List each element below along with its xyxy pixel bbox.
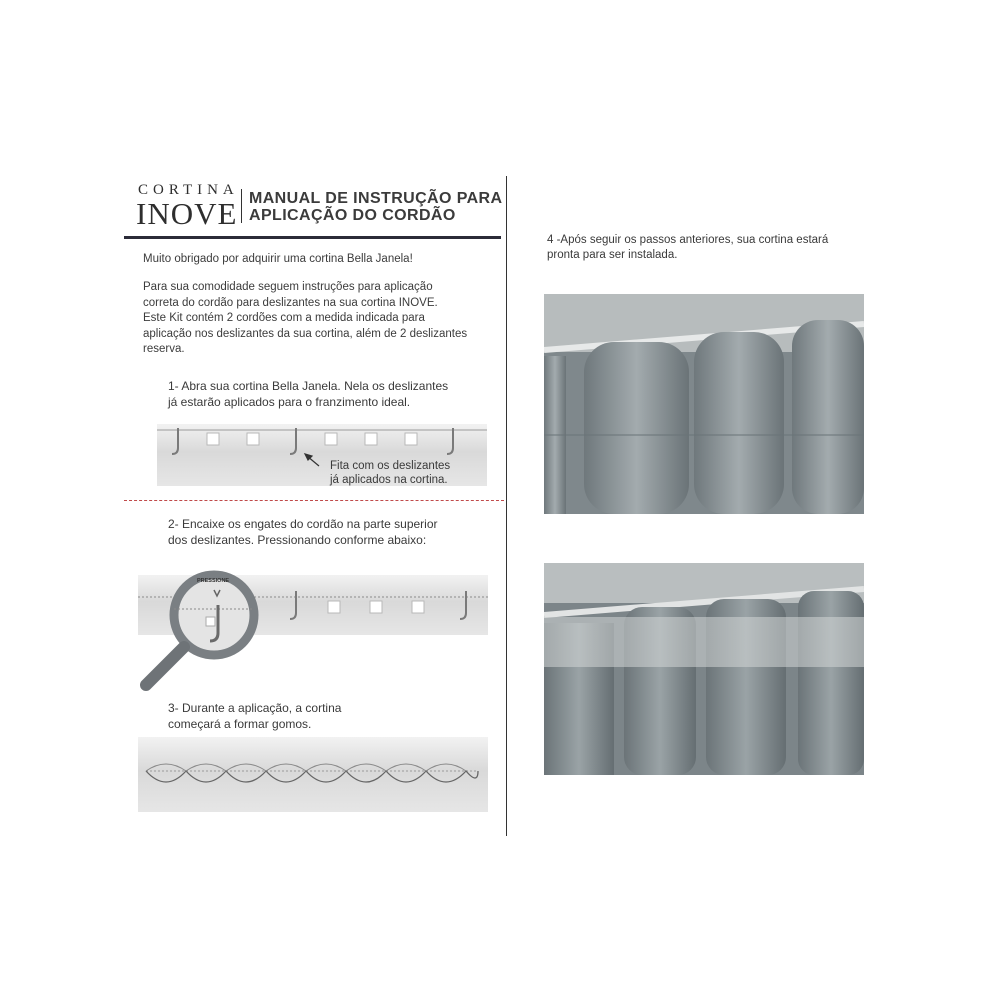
step4-text bbox=[547, 233, 828, 263]
step1-note bbox=[330, 459, 450, 487]
curtain-photo-front bbox=[544, 294, 864, 514]
intro-line: Para sua comodidade seguem instruções para aplicação bbox=[143, 281, 433, 293]
step3-line: 3- Durante a aplicação, a cortina bbox=[168, 701, 342, 715]
curtain-front-svg bbox=[544, 294, 864, 514]
step2-text bbox=[168, 516, 438, 548]
step3-tape-illustration bbox=[138, 737, 488, 812]
manual-title-line2: APLICAÇÃO DO CORDÃO bbox=[249, 207, 456, 224]
step1-note-line: Fita com os deslizantes bbox=[330, 460, 451, 472]
intro-paragraph bbox=[143, 280, 503, 358]
step4-line: 4 -Após seguir os passos anteriores, sua cortina estará bbox=[547, 234, 829, 246]
manual-title-line1: MANUAL DE INSTRUÇÃO PARA bbox=[249, 190, 503, 207]
step2-line: 2- Encaixe os engates do cordão na parte superior bbox=[168, 517, 438, 531]
brand-separator bbox=[241, 189, 242, 223]
section-divider bbox=[124, 500, 504, 501]
arrow-icon bbox=[305, 454, 319, 466]
step1-line: 1- Abra sua cortina Bella Janela. Nela os deslizantes bbox=[168, 379, 449, 393]
intro-line: reserva. bbox=[143, 343, 185, 355]
magnifier-icon bbox=[132, 565, 262, 695]
curtain-photo-back bbox=[544, 563, 864, 775]
header-rule bbox=[124, 236, 501, 239]
step3-waves-svg bbox=[138, 737, 488, 812]
step1-text bbox=[168, 378, 448, 410]
curtain-back-svg bbox=[544, 563, 864, 775]
step1-note-line: já aplicados na cortina. bbox=[330, 474, 448, 486]
press-label: PRESSIONE bbox=[197, 578, 230, 584]
brand-cortina: CORTINA bbox=[138, 182, 239, 198]
intro-line: correta do cordão para deslizantes na sua cortina INOVE. bbox=[143, 296, 438, 309]
step2-line: dos deslizantes. Pressionando conforme abaixo: bbox=[168, 533, 427, 547]
brand-inove: INOVE bbox=[136, 196, 238, 231]
step3-line: começará a formar gomos. bbox=[168, 717, 312, 731]
step3-text bbox=[168, 700, 341, 732]
step1-line: já estarão aplicados para o franzimento ideal. bbox=[168, 395, 411, 409]
column-divider bbox=[506, 176, 507, 836]
intro-thanks: Muito obrigado por adquirir uma cortina Bella Janela! bbox=[143, 253, 413, 265]
step4-line: pronta para ser instalada. bbox=[547, 249, 678, 261]
intro-line: Este Kit contém 2 cordões com a medida indicada para bbox=[143, 312, 425, 324]
intro-line: aplicação nos deslizantes da sua cortina, além de 2 deslizantes bbox=[143, 327, 468, 340]
